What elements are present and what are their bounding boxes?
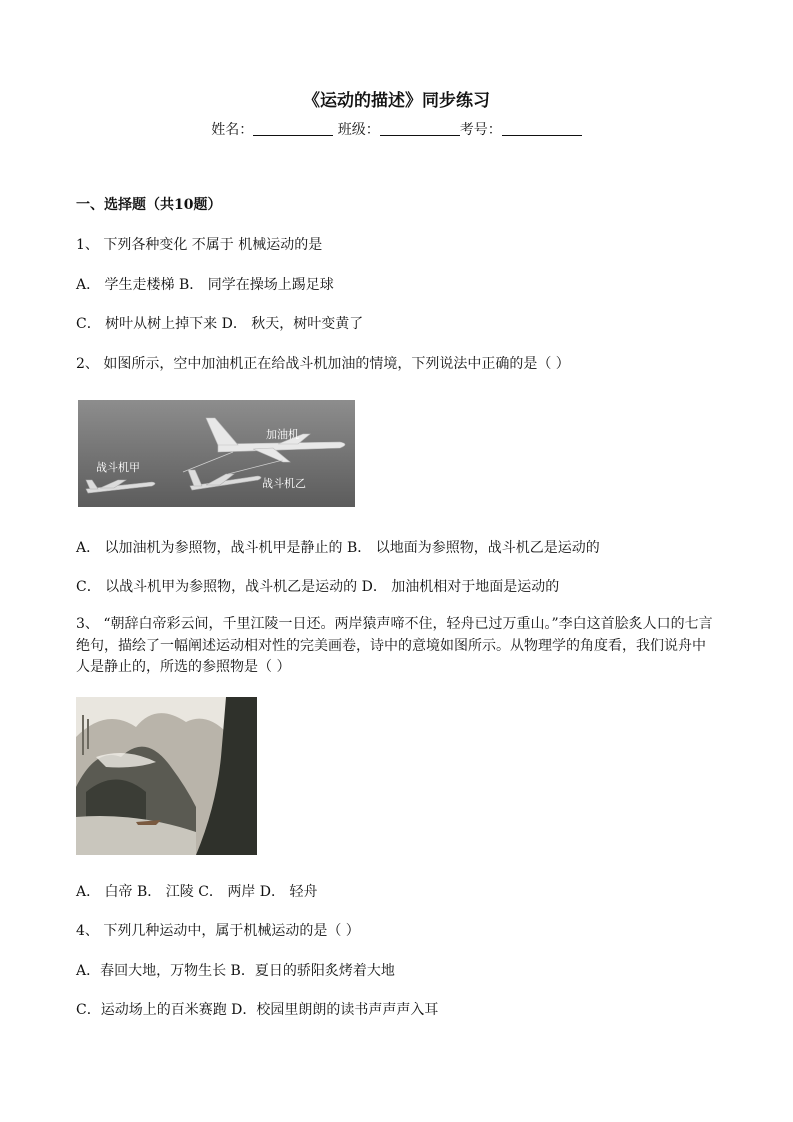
tanker-label: 加油机: [266, 428, 299, 441]
fighter-b-label: 战斗机乙: [262, 477, 306, 490]
question-1-options-ab: A． 学生走楼梯 B． 同学在操场上踢足球: [76, 277, 334, 293]
refueling-aircraft-illustration: [78, 400, 355, 507]
name-blank[interactable]: [253, 121, 333, 136]
question-3-stem: 3、 “朝辞白帝彩云间，千里江陵一日还。两岸猿声啼不住，轻舟已过万重山。”李白这首脍炙人口的七言绝句，描绘了一幅阐述运动相对性的完美画卷，诗中的意境如图所示。从物理学的角度看，我们说舟中人是静止的，所选的参照物是（ ）: [76, 616, 713, 675]
question-4-options-ab: A．春回大地，万物生长 B．夏日的骄阳炙烤着大地: [76, 963, 395, 979]
question-2-options-cd: C． 以战斗机甲为参照物，战斗机乙是运动的 D． 加油机相对于地面是运动的: [76, 579, 560, 595]
fighter-a-label: 战斗机甲: [96, 461, 140, 474]
question-2-stem: 2、 如图所示，空中加油机正在给战斗机加油的情境，下列说法中正确的是（ ）: [76, 356, 570, 372]
question-1-stem: 1、 下列各种变化 不属于 机械运动的是: [76, 237, 323, 253]
exam-label: 考号：: [459, 122, 502, 138]
exam-number-blank[interactable]: [502, 121, 582, 136]
question-2-options-ab: A． 以加油机为参照物，战斗机甲是静止的 B． 以地面为参照物，战斗机乙是运动的: [76, 540, 600, 556]
name-label: 姓名：: [211, 122, 254, 138]
student-info-line: [0, 119, 793, 139]
class-label: 班级：: [337, 122, 380, 138]
question-3-options: A． 白帝 B． 江陵 C． 两岸 D． 轻舟: [76, 884, 318, 900]
refueling-aircraft-figure: [78, 400, 355, 507]
section-heading: 一、选择题（共10题）: [76, 197, 222, 213]
class-blank[interactable]: [380, 121, 460, 136]
question-4-stem: 4、 下列几种运动中，属于机械运动的是（ ）: [76, 923, 360, 939]
page-title: 《运动的描述》同步练习: [303, 91, 490, 111]
landscape-painting-figure: [76, 697, 257, 855]
question-1-options-cd: C． 树叶从树上掉下来 D． 秋天，树叶变黄了: [76, 316, 364, 332]
question-4-options-cd: C．运动场上的百米赛跑 D．校园里朗朗的读书声声声入耳: [76, 1002, 439, 1018]
mountain-river-painting: [76, 697, 257, 855]
